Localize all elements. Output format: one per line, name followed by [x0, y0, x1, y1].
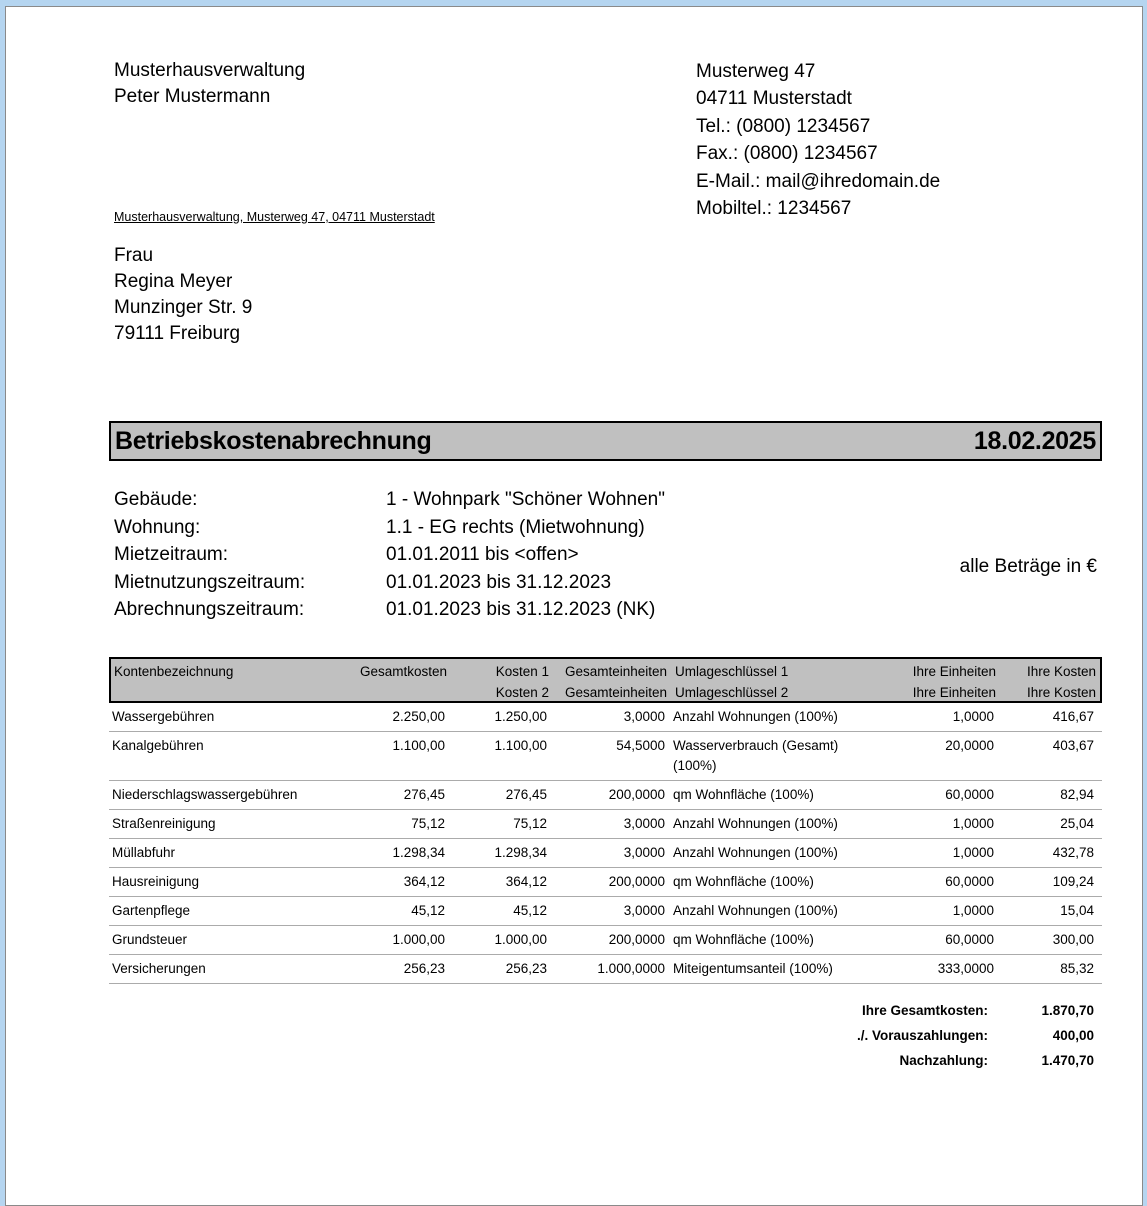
cost-table-body [109, 703, 1102, 984]
table-row [109, 868, 1102, 897]
cell-umlageschluessel: qm Wohnfläche (100%) [673, 874, 814, 889]
cell-gesamtkosten: 1.100,00 [392, 738, 445, 753]
cell-umlageschluessel: qm Wohnfläche (100%) [673, 787, 814, 802]
header-gesamtkosten: Gesamtkosten [359, 664, 447, 679]
header-umlageschluessel-1: Umlageschlüssel 1 [675, 664, 789, 679]
cell-umlageschluessel: Anzahl Wohnungen (100%) [673, 816, 838, 831]
cell-gesamtkosten: 364,12 [403, 874, 445, 889]
recipient-salutation: Frau [114, 245, 154, 266]
cell-kosten: 364,12 [505, 874, 547, 889]
detail-value: 1.1 - EG rechts (Mietwohnung) [386, 516, 645, 538]
cell-gesamteinheiten: 200,0000 [608, 787, 665, 802]
header-gesamteinheiten-2: Gesamteinheiten [564, 685, 667, 700]
contact-email: E-Mail.: mail@ihredomain.de [696, 170, 941, 192]
detail-row-gebaeude [114, 486, 665, 514]
contact-phone: Tel.: (0800) 1234567 [696, 115, 871, 137]
detail-label: Mietnutzungszeitraum: [114, 571, 306, 593]
detail-label: Wohnung: [114, 516, 201, 538]
totals-summary [857, 998, 1094, 1073]
cell-gesamtkosten: 2.250,00 [392, 709, 445, 724]
letterhead-sender [114, 58, 305, 110]
cell-ihre_kosten: 85,32 [1060, 961, 1094, 976]
header-ihre-kosten-1: Ihre Kosten [1026, 664, 1096, 679]
cell-gesamteinheiten: 3,0000 [623, 903, 665, 918]
detail-label: Gebäude: [114, 489, 198, 510]
cell-gesamtkosten: 276,45 [403, 787, 445, 802]
detail-label: Mietzeitraum: [114, 544, 229, 565]
cell-ihre_kosten: 25,04 [1060, 816, 1094, 831]
cell-ihre_kosten: 403,67 [1052, 738, 1094, 753]
cell-kosten: 1.000,00 [494, 932, 547, 947]
recipient-address [114, 243, 252, 347]
contact-city: 04711 Musterstadt [696, 88, 852, 110]
cell-name: Niederschlagswassergebühren [112, 787, 298, 802]
cell-gesamteinheiten: 3,0000 [623, 816, 665, 831]
detail-value: 01.01.2023 bis 31.12.2023 (NK) [386, 599, 656, 620]
cost-table [109, 657, 1102, 984]
cell-ihre_einheiten: 20,0000 [945, 738, 994, 753]
summary-row-nachzahlung [857, 1048, 1094, 1073]
cell-umlageschluessel: Miteigentumsanteil (100%) [673, 961, 833, 976]
cell-ihre_kosten: 15,04 [1060, 903, 1094, 918]
currency-note: alle Beträge in € [959, 556, 1097, 577]
recipient-name: Regina Meyer [114, 271, 233, 292]
cell-ihre_einheiten: 1,0000 [952, 903, 994, 918]
cell-kosten: 1.100,00 [494, 738, 547, 753]
cell-name: Straßenreinigung [112, 816, 216, 831]
detail-row-mietzeitraum [114, 541, 665, 569]
cell-ihre_einheiten: 60,0000 [945, 932, 994, 947]
recipient-city: 79111 Freiburg [114, 323, 241, 344]
summary-row-gesamtkosten [857, 998, 1094, 1023]
return-address-line: Musterhausverwaltung, Musterweg 47, 04711 Musterstadt [114, 210, 435, 224]
cell-umlageschluessel: qm Wohnfläche (100%) [673, 932, 814, 947]
table-row [109, 732, 1102, 781]
contact-mobile: Mobiltel.: 1234567 [696, 198, 852, 220]
cell-kosten: 1.298,34 [494, 845, 547, 860]
table-row [109, 926, 1102, 955]
cell-kosten: 45,12 [513, 903, 547, 918]
cell-ihre_kosten: 416,67 [1052, 709, 1094, 724]
header-kontenbezeichnung: Kontenbezeichnung [114, 664, 234, 679]
cell-umlageschluessel: Anzahl Wohnungen (100%) [673, 903, 838, 918]
cell-kosten: 1.250,00 [494, 709, 547, 724]
cell-ihre_einheiten: 60,0000 [945, 787, 994, 802]
document-page [5, 6, 1143, 1206]
cell-gesamtkosten: 1.298,34 [392, 845, 445, 860]
cell-gesamtkosten: 256,23 [403, 961, 445, 976]
document-title-bar [109, 421, 1102, 461]
cost-table-header [109, 657, 1102, 703]
cell-ihre_kosten: 109,24 [1052, 874, 1094, 889]
table-row [109, 703, 1102, 732]
table-row [109, 897, 1102, 926]
cell-gesamteinheiten: 200,0000 [608, 874, 665, 889]
cell-name: Versicherungen [112, 961, 206, 976]
table-row [109, 955, 1102, 984]
summary-value: 1.470,70 [1041, 1053, 1094, 1068]
letterhead-contact-info [696, 58, 940, 222]
header-kosten-1: Kosten 1 [495, 664, 549, 679]
cell-gesamtkosten: 75,12 [411, 816, 445, 831]
summary-value: 1.870,70 [1041, 1003, 1094, 1018]
summary-row-vorauszahlungen [857, 1023, 1094, 1048]
cell-ihre_einheiten: 1,0000 [952, 845, 994, 860]
cell-ihre_kosten: 432,78 [1052, 845, 1094, 860]
contact-fax: Fax.: (0800) 1234567 [696, 143, 878, 165]
detail-row-mietnutzungszeitraum [114, 569, 665, 597]
sender-company: Musterhausverwaltung [114, 60, 306, 81]
document-title: Betriebskostenabrechnung [115, 426, 432, 455]
cell-gesamteinheiten: 3,0000 [623, 845, 665, 860]
detail-row-wohnung [114, 514, 665, 542]
cell-name: Müllabfuhr [112, 845, 176, 860]
header-gesamteinheiten-1: Gesamteinheiten [564, 664, 667, 679]
cell-name: Hausreinigung [112, 874, 200, 889]
detail-label: Abrechnungszeitraum: [114, 599, 305, 620]
summary-value: 400,00 [1052, 1028, 1094, 1043]
detail-value: 01.01.2023 bis 31.12.2023 [386, 571, 612, 593]
header-blank [111, 682, 343, 703]
summary-label: Ihre Gesamtkosten: [861, 1003, 988, 1018]
header-ihre-einheiten-2: Ihre Einheiten [912, 685, 996, 700]
cell-ihre_einheiten: 1,0000 [952, 816, 994, 831]
header-ihre-einheiten-1: Ihre Einheiten [912, 664, 996, 679]
summary-label: ./. Vorauszahlungen: [856, 1028, 988, 1043]
contact-street: Musterweg 47 [696, 61, 816, 82]
table-row [109, 810, 1102, 839]
header-blank [343, 682, 451, 703]
header-row-2 [111, 682, 1100, 703]
cell-ihre_einheiten: 333,0000 [937, 961, 994, 976]
cell-gesamtkosten: 1.000,00 [392, 932, 445, 947]
cell-umlageschluessel: Wasserverbrauch (Gesamt) (100%) [673, 738, 839, 773]
cell-name: Gartenpflege [112, 903, 191, 918]
cell-name: Grundsteuer [112, 932, 188, 947]
cell-umlageschluessel: Anzahl Wohnungen (100%) [673, 845, 838, 860]
cell-gesamteinheiten: 200,0000 [608, 932, 665, 947]
cell-ihre_kosten: 82,94 [1060, 787, 1094, 802]
cell-kosten: 276,45 [505, 787, 547, 802]
header-umlageschluessel-2: Umlageschlüssel 2 [675, 685, 789, 700]
summary-label: Nachzahlung: [899, 1053, 988, 1068]
recipient-street: Munzinger Str. 9 [114, 297, 253, 318]
cell-gesamteinheiten: 54,5000 [616, 738, 665, 753]
cell-ihre_einheiten: 60,0000 [945, 874, 994, 889]
cell-ihre_einheiten: 1,0000 [952, 709, 994, 724]
sender-contact-name: Peter Mustermann [114, 86, 271, 107]
document-date: 18.02.2025 [973, 426, 1096, 455]
cell-ihre_kosten: 300,00 [1052, 932, 1094, 947]
header-row-1 [111, 661, 1100, 682]
table-row [109, 839, 1102, 868]
cell-gesamtkosten: 45,12 [411, 903, 445, 918]
statement-details [114, 486, 665, 624]
cell-kosten: 75,12 [513, 816, 547, 831]
cell-gesamteinheiten: 1.000,0000 [597, 961, 665, 976]
cell-gesamteinheiten: 3,0000 [623, 709, 665, 724]
cell-name: Kanalgebühren [112, 738, 204, 753]
table-row [109, 781, 1102, 810]
detail-value: 1 - Wohnpark "Schöner Wohnen" [386, 489, 665, 510]
header-ihre-kosten-2: Ihre Kosten [1026, 685, 1096, 700]
cell-kosten: 256,23 [505, 961, 547, 976]
cell-name: Wassergebühren [112, 709, 215, 724]
cell-umlageschluessel: Anzahl Wohnungen (100%) [673, 709, 838, 724]
detail-row-abrechnungszeitraum [114, 596, 665, 624]
detail-value: 01.01.2011 bis <offen> [386, 544, 579, 565]
header-kosten-2: Kosten 2 [495, 685, 549, 700]
